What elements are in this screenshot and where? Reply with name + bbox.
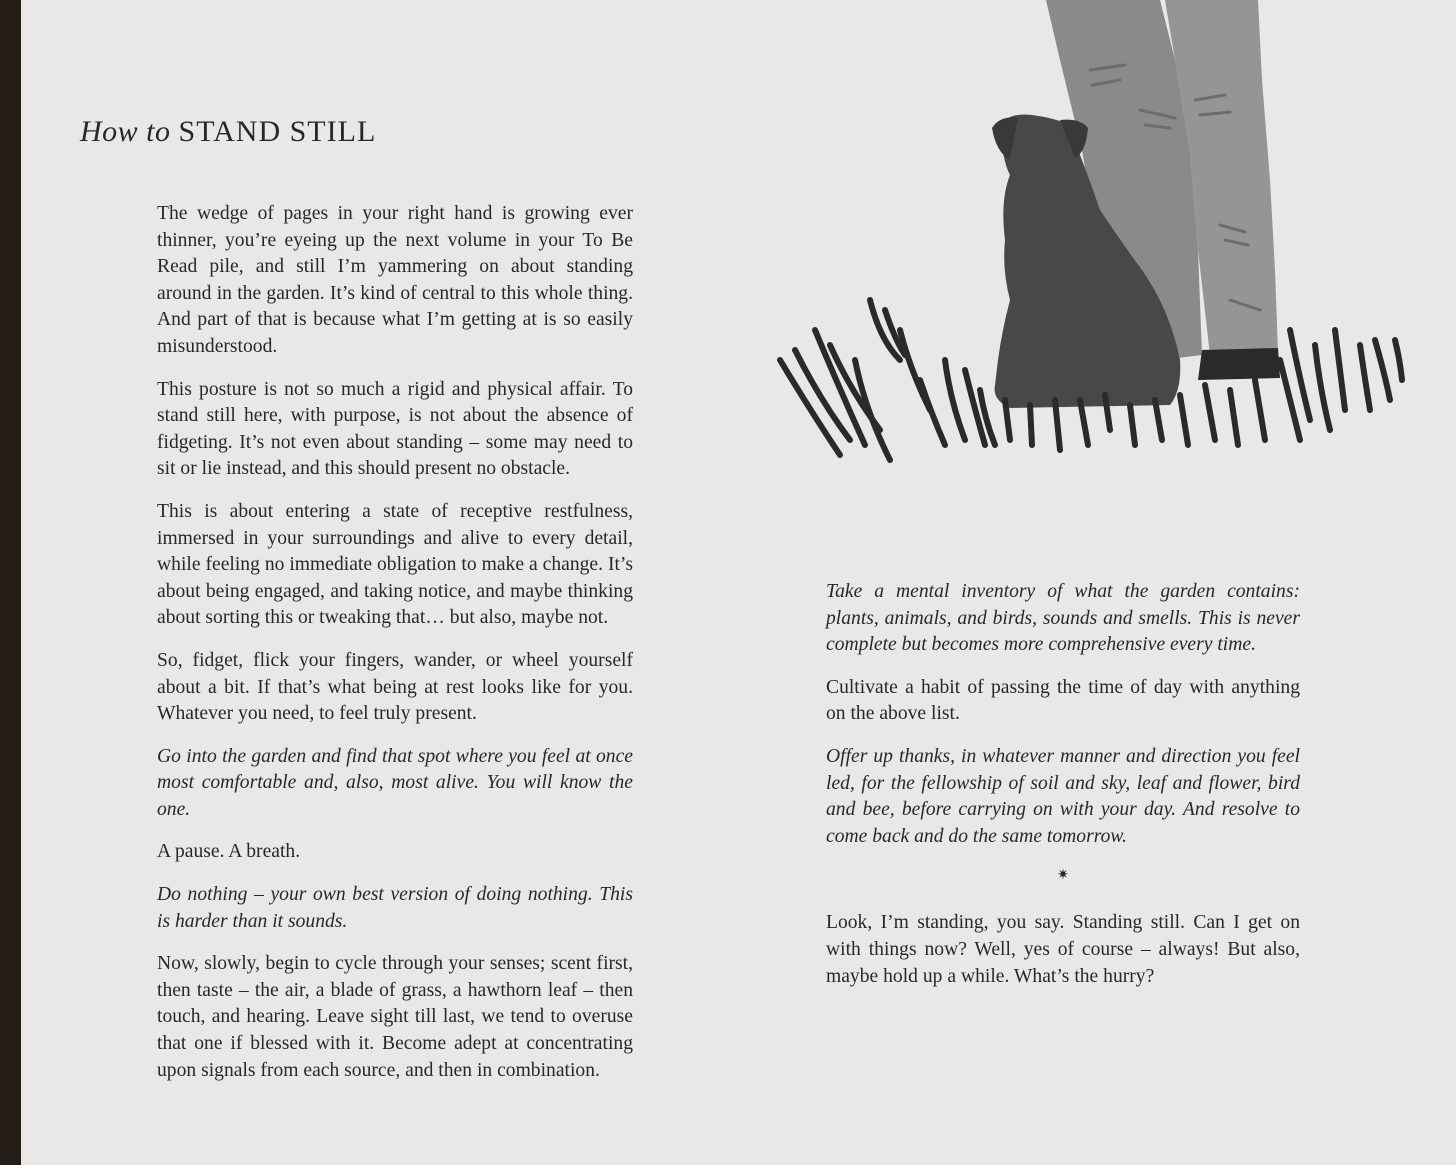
title-prefix: How to xyxy=(80,115,171,148)
page-title xyxy=(80,115,376,149)
paragraph: This posture is not so much a rigid and physical affair. To stand still here, with purpose, is not about the absence of fidgeting. It’s not even about standing – some may need to sit or lie instead, and this should present no obstacle. xyxy=(157,378,633,480)
right-text-column xyxy=(826,579,1300,1006)
instruction-paragraph: Offer up thanks, in whatever manner and direction you feel led, for the fellowship of soil and sky, leaf and flower, bird and bee, before carrying on with your day. And resolve to come back and do the same tomorrow. xyxy=(826,745,1300,847)
left-text-column xyxy=(157,201,633,1100)
paragraph: So, fidget, flick your fingers, wander, or wheel yourself about a bit. If that’s what being at rest looks like for you. Whatever you need, to feel truly present. xyxy=(157,649,633,725)
book-spine xyxy=(0,0,21,1165)
paragraph: Now, slowly, begin to cycle through your senses; scent first, then taste – the air, a blade of grass, a hawthorn leaf – then touch, and hearing. Leave sight till last, we tend to overuse that one if blessed with it. Become adept at concentrating upon signals from each source, and then in combination. xyxy=(157,953,633,1081)
instruction-paragraph: Do nothing – your own best version of doing nothing. This is harder than it sounds. xyxy=(157,884,633,932)
person-and-dog-illustration xyxy=(770,0,1410,480)
instruction-paragraph: Take a mental inventory of what the garden contains: plants, animals, and birds, sounds and smells. This is never complete but becomes more comprehensive every time. xyxy=(826,581,1300,656)
paragraph: Cultivate a habit of passing the time of day with anything on the above list. xyxy=(826,676,1300,725)
paragraph: A pause. A breath. xyxy=(157,841,301,863)
section-separator: ✷ xyxy=(1057,868,1069,884)
title-main: STAND STILL xyxy=(178,115,377,148)
instruction-paragraph: Go into the garden and find that spot where you feel at once most comfortable and, also, most alive. You will know the one. xyxy=(157,745,633,820)
shoe xyxy=(1198,348,1280,380)
paragraph: The wedge of pages in your right hand is growing ever thinner, you’re eyeing up the next volume in your To Be Read pile, and still I’m yammering on about standing around in the garden. It’s kind of central to this whole thing. And part of that is because what I’m getting at is so easily misunderstood. xyxy=(157,203,633,357)
closing-paragraph: Look, I’m standing, you say. Standing still. Can I get on with things now? Well, yes of course – always! But also, maybe hold up a while. What’s the hurry? xyxy=(826,912,1300,987)
paragraph: This is about entering a state of receptive restfulness, immersed in your surroundings and alive to every detail, while feeling no immediate obligation to make a change. It’s about being engaged, and taking notice, and maybe thinking about sorting this or tweaking that… but also, maybe not. xyxy=(157,500,633,629)
